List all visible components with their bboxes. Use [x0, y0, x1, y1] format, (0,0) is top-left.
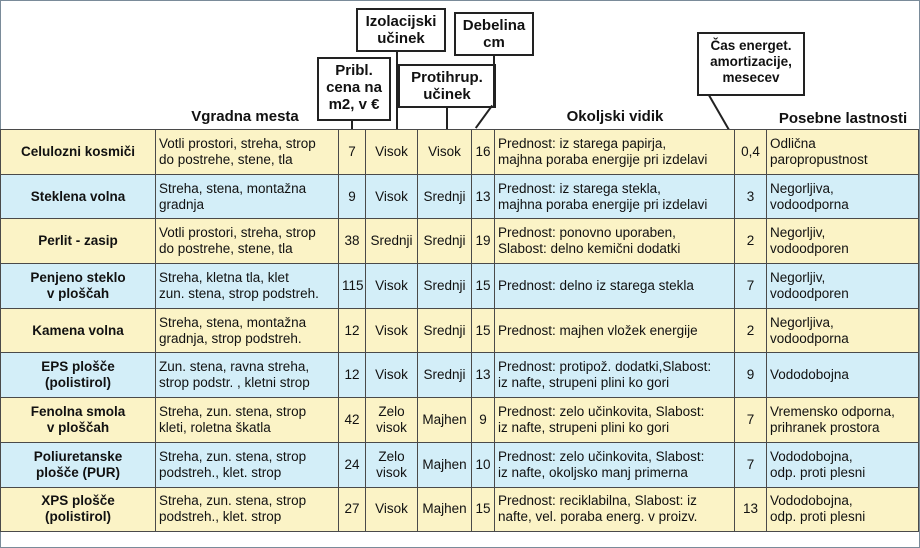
table-row [1, 353, 919, 398]
header-vgradna-mesta [150, 108, 340, 125]
cell-material-name-line: (polistirol) [45, 375, 111, 391]
cell-cena: 9 [339, 174, 366, 219]
cell-izolacijski [366, 398, 418, 443]
cell-protihrup-line: Srednji [423, 367, 466, 383]
cell-okoljski-vidik-line: nafte, vel. poraba energ. v proizv. [498, 509, 698, 525]
cell-material-name-line: plošče (PUR) [35, 464, 120, 480]
header-izolacijski-line: učinek [377, 30, 425, 47]
cell-material-name-line: XPS plošče [41, 493, 115, 509]
cell-debelina: 15 [472, 487, 495, 532]
header-izolacijski-box [356, 8, 446, 52]
cell-vgradna-mesta [156, 442, 339, 487]
cell-posebne-lastnosti [767, 442, 919, 487]
cell-protihrup [418, 264, 472, 309]
cell-protihrup-line: Visok [428, 143, 461, 159]
cell-material-name-line: Perlit - zasip [38, 233, 118, 249]
cell-cas-amortizacije: 7 [735, 442, 767, 487]
header-okoljski-label: Okoljski vidik [566, 108, 664, 125]
cell-izolacijski [366, 264, 418, 309]
cell-okoljski-vidik [495, 308, 735, 353]
cell-debelina: 15 [472, 308, 495, 353]
cell-cas-amortizacije: 3 [735, 174, 767, 219]
cell-vgradna-mesta-line: Streha, zun. stena, strop [159, 403, 307, 419]
cell-material-name [1, 353, 156, 398]
cell-posebne-lastnosti-line: Negorljiv, [770, 269, 826, 285]
cell-okoljski-vidik-line: iz nafte, strupeni plini ko gori [498, 419, 670, 435]
header-izolacijski-line: Izolacijski [365, 13, 437, 30]
cell-cas-amortizacije: 13 [735, 487, 767, 532]
header-protihrup-box [398, 64, 496, 108]
cell-protihrup-line: Srednji [423, 322, 466, 338]
cell-okoljski-vidik-line: Prednost: zelo učinkovita, Slabost: [498, 403, 705, 419]
cell-cas-amortizacije: 7 [735, 398, 767, 443]
cell-material-name-line: Fenolna smola [30, 403, 126, 419]
table-row [1, 442, 919, 487]
header-okoljski-vidik [490, 108, 740, 125]
cell-debelina: 10 [472, 442, 495, 487]
cell-vgradna-mesta-line: Streha, zun. stena, strop [159, 448, 307, 464]
cell-posebne-lastnosti-line: Vododobojna [770, 367, 849, 383]
cell-material-name [1, 308, 156, 353]
header-posebne-lastnosti [768, 110, 918, 127]
header-cas-line: amortizacije, [710, 54, 792, 69]
cell-okoljski-vidik-line: Slabost: delno kemični dodatki [498, 241, 681, 257]
cell-izolacijski [366, 130, 418, 175]
cell-cena: 38 [339, 219, 366, 264]
header-cena-line: Pribl. [335, 62, 373, 79]
cell-protihrup-line: Majhen [422, 501, 467, 517]
table-row [1, 264, 919, 309]
header-protihrup-line: učinek [423, 86, 471, 103]
cell-okoljski-vidik-line: Prednost: iz starega papirja, [498, 135, 667, 151]
header-cas-line: Čas energet. [710, 38, 792, 53]
cell-posebne-lastnosti-line: vodoodporna [770, 330, 849, 346]
cell-okoljski-vidik [495, 398, 735, 443]
cell-vgradna-mesta [156, 487, 339, 532]
cell-okoljski-vidik-line: Prednost: reciklabilna, Slabost: iz [498, 493, 697, 509]
cell-material-name [1, 442, 156, 487]
cell-izolacijski [366, 487, 418, 532]
header-cas-box [697, 32, 805, 96]
cell-vgradna-mesta [156, 308, 339, 353]
cell-protihrup [418, 398, 472, 443]
cell-posebne-lastnosti-line: odp. proti plesni [770, 464, 866, 480]
cell-okoljski-vidik-line: Prednost: majhen vložek energije [498, 322, 698, 338]
cell-vgradna-mesta-line: Streha, zun. stena, strop [159, 493, 307, 509]
table-row [1, 219, 919, 264]
cell-material-name [1, 219, 156, 264]
cell-protihrup [418, 308, 472, 353]
cell-vgradna-mesta [156, 219, 339, 264]
cell-posebne-lastnosti [767, 219, 919, 264]
cell-posebne-lastnosti-line: prihranek prostora [770, 419, 880, 435]
cell-cas-amortizacije: 0,4 [735, 130, 767, 175]
cell-cena: 42 [339, 398, 366, 443]
cell-izolacijski-line: visok [376, 464, 407, 480]
cell-okoljski-vidik-line: Prednost: iz starega stekla, [498, 180, 661, 196]
cell-okoljski-vidik-line: Prednost: delno iz starega stekla [498, 277, 694, 293]
cell-okoljski-vidik [495, 264, 735, 309]
header-debelina-line: Debelina [462, 17, 526, 34]
cell-posebne-lastnosti-line: vodoodporna [770, 196, 849, 212]
cell-material-name [1, 398, 156, 443]
cell-izolacijski-line: Visok [375, 367, 408, 383]
cell-vgradna-mesta [156, 398, 339, 443]
header-debelina-line: cm [483, 34, 505, 51]
cell-protihrup-line: Srednji [423, 233, 466, 249]
cell-izolacijski [366, 219, 418, 264]
cell-material-name-line: v ploščah [46, 285, 110, 301]
header-cena-line: cena na [326, 79, 382, 96]
table-row [1, 308, 919, 353]
cell-posebne-lastnosti-line: paropropustnost [770, 151, 868, 167]
cell-debelina: 13 [472, 174, 495, 219]
cell-posebne-lastnosti-line: Vremensko odporna, [770, 403, 895, 419]
cell-vgradna-mesta-line: podstreh., klet. strop [159, 509, 282, 525]
header-vgradna-label: Vgradna mesta [191, 108, 299, 125]
header-debelina-box [454, 12, 534, 56]
cell-vgradna-mesta [156, 174, 339, 219]
cell-protihrup-line: Srednji [423, 277, 466, 293]
cell-cena: 12 [339, 353, 366, 398]
cell-okoljski-vidik-line: Prednost: zelo učinkovita, Slabost: [498, 448, 705, 464]
cell-debelina: 9 [472, 398, 495, 443]
cell-posebne-lastnosti [767, 174, 919, 219]
cell-protihrup-line: Majhen [422, 411, 467, 427]
cell-material-name-line: Kamena volna [32, 322, 124, 338]
cell-protihrup [418, 130, 472, 175]
cell-protihrup [418, 353, 472, 398]
cell-material-name-line: Poliuretanske [33, 448, 123, 464]
table-row [1, 487, 919, 532]
cell-posebne-lastnosti-line: Negorljiva, [770, 180, 834, 196]
cell-vgradna-mesta-line: do postrehe, stene, tla [159, 151, 293, 167]
cell-vgradna-mesta-line: gradnja [159, 196, 205, 212]
cell-izolacijski [366, 174, 418, 219]
cell-cas-amortizacije: 7 [735, 264, 767, 309]
cell-izolacijski-line: Visok [375, 188, 408, 204]
cell-vgradna-mesta-line: Streha, stena, montažna [159, 314, 307, 330]
cell-debelina: 13 [472, 353, 495, 398]
cell-material-name [1, 130, 156, 175]
insulation-table [0, 129, 919, 532]
cell-cena: 7 [339, 130, 366, 175]
cell-posebne-lastnosti [767, 353, 919, 398]
cell-protihrup [418, 487, 472, 532]
cell-vgradna-mesta-line: Votli prostori, streha, strop [159, 225, 316, 241]
cell-posebne-lastnosti-line: vodoodporen [770, 241, 849, 257]
cell-protihrup [418, 174, 472, 219]
cell-vgradna-mesta-line: Streha, kletna tla, klet [159, 269, 289, 285]
cell-okoljski-vidik-line: Prednost: protipož. dodatki,Slabost: [498, 359, 712, 375]
header-protihrup-pointer [446, 107, 448, 130]
cell-okoljski-vidik [495, 487, 735, 532]
cell-posebne-lastnosti-line: Vododobojna, [770, 493, 853, 509]
cell-okoljski-vidik [495, 442, 735, 487]
cell-cas-amortizacije: 9 [735, 353, 767, 398]
cell-material-name [1, 174, 156, 219]
cell-izolacijski [366, 353, 418, 398]
cell-vgradna-mesta-line: gradnja, strop podstreh. [159, 330, 302, 346]
cell-posebne-lastnosti-line: vodoodporen [770, 285, 849, 301]
cell-vgradna-mesta-line: zun. stena, strop podstreh. [159, 285, 319, 301]
cell-vgradna-mesta-line: do postrehe, stene, tla [159, 241, 293, 257]
cell-posebne-lastnosti-line: odp. proti plesni [770, 509, 866, 525]
cell-okoljski-vidik [495, 219, 735, 264]
cell-posebne-lastnosti [767, 264, 919, 309]
cell-izolacijski-line: visok [376, 419, 407, 435]
table-row [1, 398, 919, 443]
cell-protihrup [418, 219, 472, 264]
cell-izolacijski-line: Srednji [370, 233, 413, 249]
header-debelina-pointer [493, 55, 495, 107]
cell-izolacijski [366, 308, 418, 353]
cell-vgradna-mesta-line: strop podstr. , kletni strop [159, 375, 310, 391]
cell-material-name-line: Celulozni kosmiči [20, 143, 136, 159]
cell-vgradna-mesta [156, 353, 339, 398]
cell-okoljski-vidik [495, 353, 735, 398]
cell-okoljski-vidik-line: majhna poraba energije pri izdelavi [498, 196, 708, 212]
cell-posebne-lastnosti-line: Vododobojna, [770, 448, 853, 464]
cell-okoljski-vidik [495, 130, 735, 175]
cell-protihrup [418, 442, 472, 487]
cell-okoljski-vidik-line: iz nafte, okoljsko manj primerna [498, 464, 688, 480]
cell-cena: 115 [339, 264, 366, 309]
cell-izolacijski-line: Visok [375, 143, 408, 159]
cell-material-name-line: v ploščah [46, 419, 110, 435]
cell-posebne-lastnosti-line: Odlična [770, 135, 816, 151]
cell-okoljski-vidik-line: Prednost: ponovno uporaben, [498, 225, 676, 241]
cell-cas-amortizacije: 2 [735, 308, 767, 353]
cell-izolacijski-line: Visok [375, 322, 408, 338]
cell-izolacijski [366, 442, 418, 487]
table-row [1, 130, 919, 175]
cell-material-name [1, 487, 156, 532]
cell-okoljski-vidik-line: iz nafte, strupeni plini ko gori [498, 375, 670, 391]
cell-cas-amortizacije: 2 [735, 219, 767, 264]
cell-debelina: 16 [472, 130, 495, 175]
cell-material-name-line: Penjeno steklo [30, 269, 126, 285]
cell-vgradna-mesta-line: Zun. stena, ravna streha, [159, 359, 310, 375]
cell-material-name-line: Steklena volna [30, 188, 126, 204]
cell-posebne-lastnosti [767, 308, 919, 353]
cell-okoljski-vidik [495, 174, 735, 219]
cell-vgradna-mesta-line: Votli prostori, streha, strop [159, 135, 316, 151]
cell-vgradna-mesta-line: podstreh., klet. strop [159, 464, 282, 480]
cell-protihrup-line: Srednji [423, 188, 466, 204]
header-posebne-label: Posebne lastnosti [778, 110, 908, 127]
cell-debelina: 15 [472, 264, 495, 309]
cell-protihrup-line: Majhen [422, 456, 467, 472]
cell-izolacijski-line: Zelo [378, 448, 405, 464]
cell-material-name [1, 264, 156, 309]
cell-posebne-lastnosti [767, 130, 919, 175]
cell-izolacijski-line: Zelo [378, 403, 405, 419]
cell-cena: 24 [339, 442, 366, 487]
cell-vgradna-mesta [156, 264, 339, 309]
cell-debelina: 19 [472, 219, 495, 264]
cell-material-name-line: EPS plošče [41, 359, 115, 375]
cell-cena: 12 [339, 308, 366, 353]
header-protihrup-line: Protihrup. [411, 69, 483, 86]
cell-posebne-lastnosti-line: Negorljiv, [770, 225, 826, 241]
cell-posebne-lastnosti [767, 398, 919, 443]
header-cena-box [317, 57, 391, 121]
cell-vgradna-mesta-line: Streha, stena, montažna [159, 180, 307, 196]
cell-posebne-lastnosti [767, 487, 919, 532]
cell-posebne-lastnosti-line: Negorljiva, [770, 314, 834, 330]
cell-material-name-line: (polistirol) [45, 509, 111, 525]
header-cas-line: mesecev [722, 70, 780, 85]
cell-izolacijski-line: Visok [375, 501, 408, 517]
cell-okoljski-vidik-line: majhna poraba energije pri izdelavi [498, 151, 708, 167]
cell-vgradna-mesta [156, 130, 339, 175]
header-cena-line: m2, v € [328, 96, 380, 113]
cell-cena: 27 [339, 487, 366, 532]
cell-izolacijski-line: Visok [375, 277, 408, 293]
table-row [1, 174, 919, 219]
cell-vgradna-mesta-line: kleti, roletna škatla [159, 419, 271, 435]
